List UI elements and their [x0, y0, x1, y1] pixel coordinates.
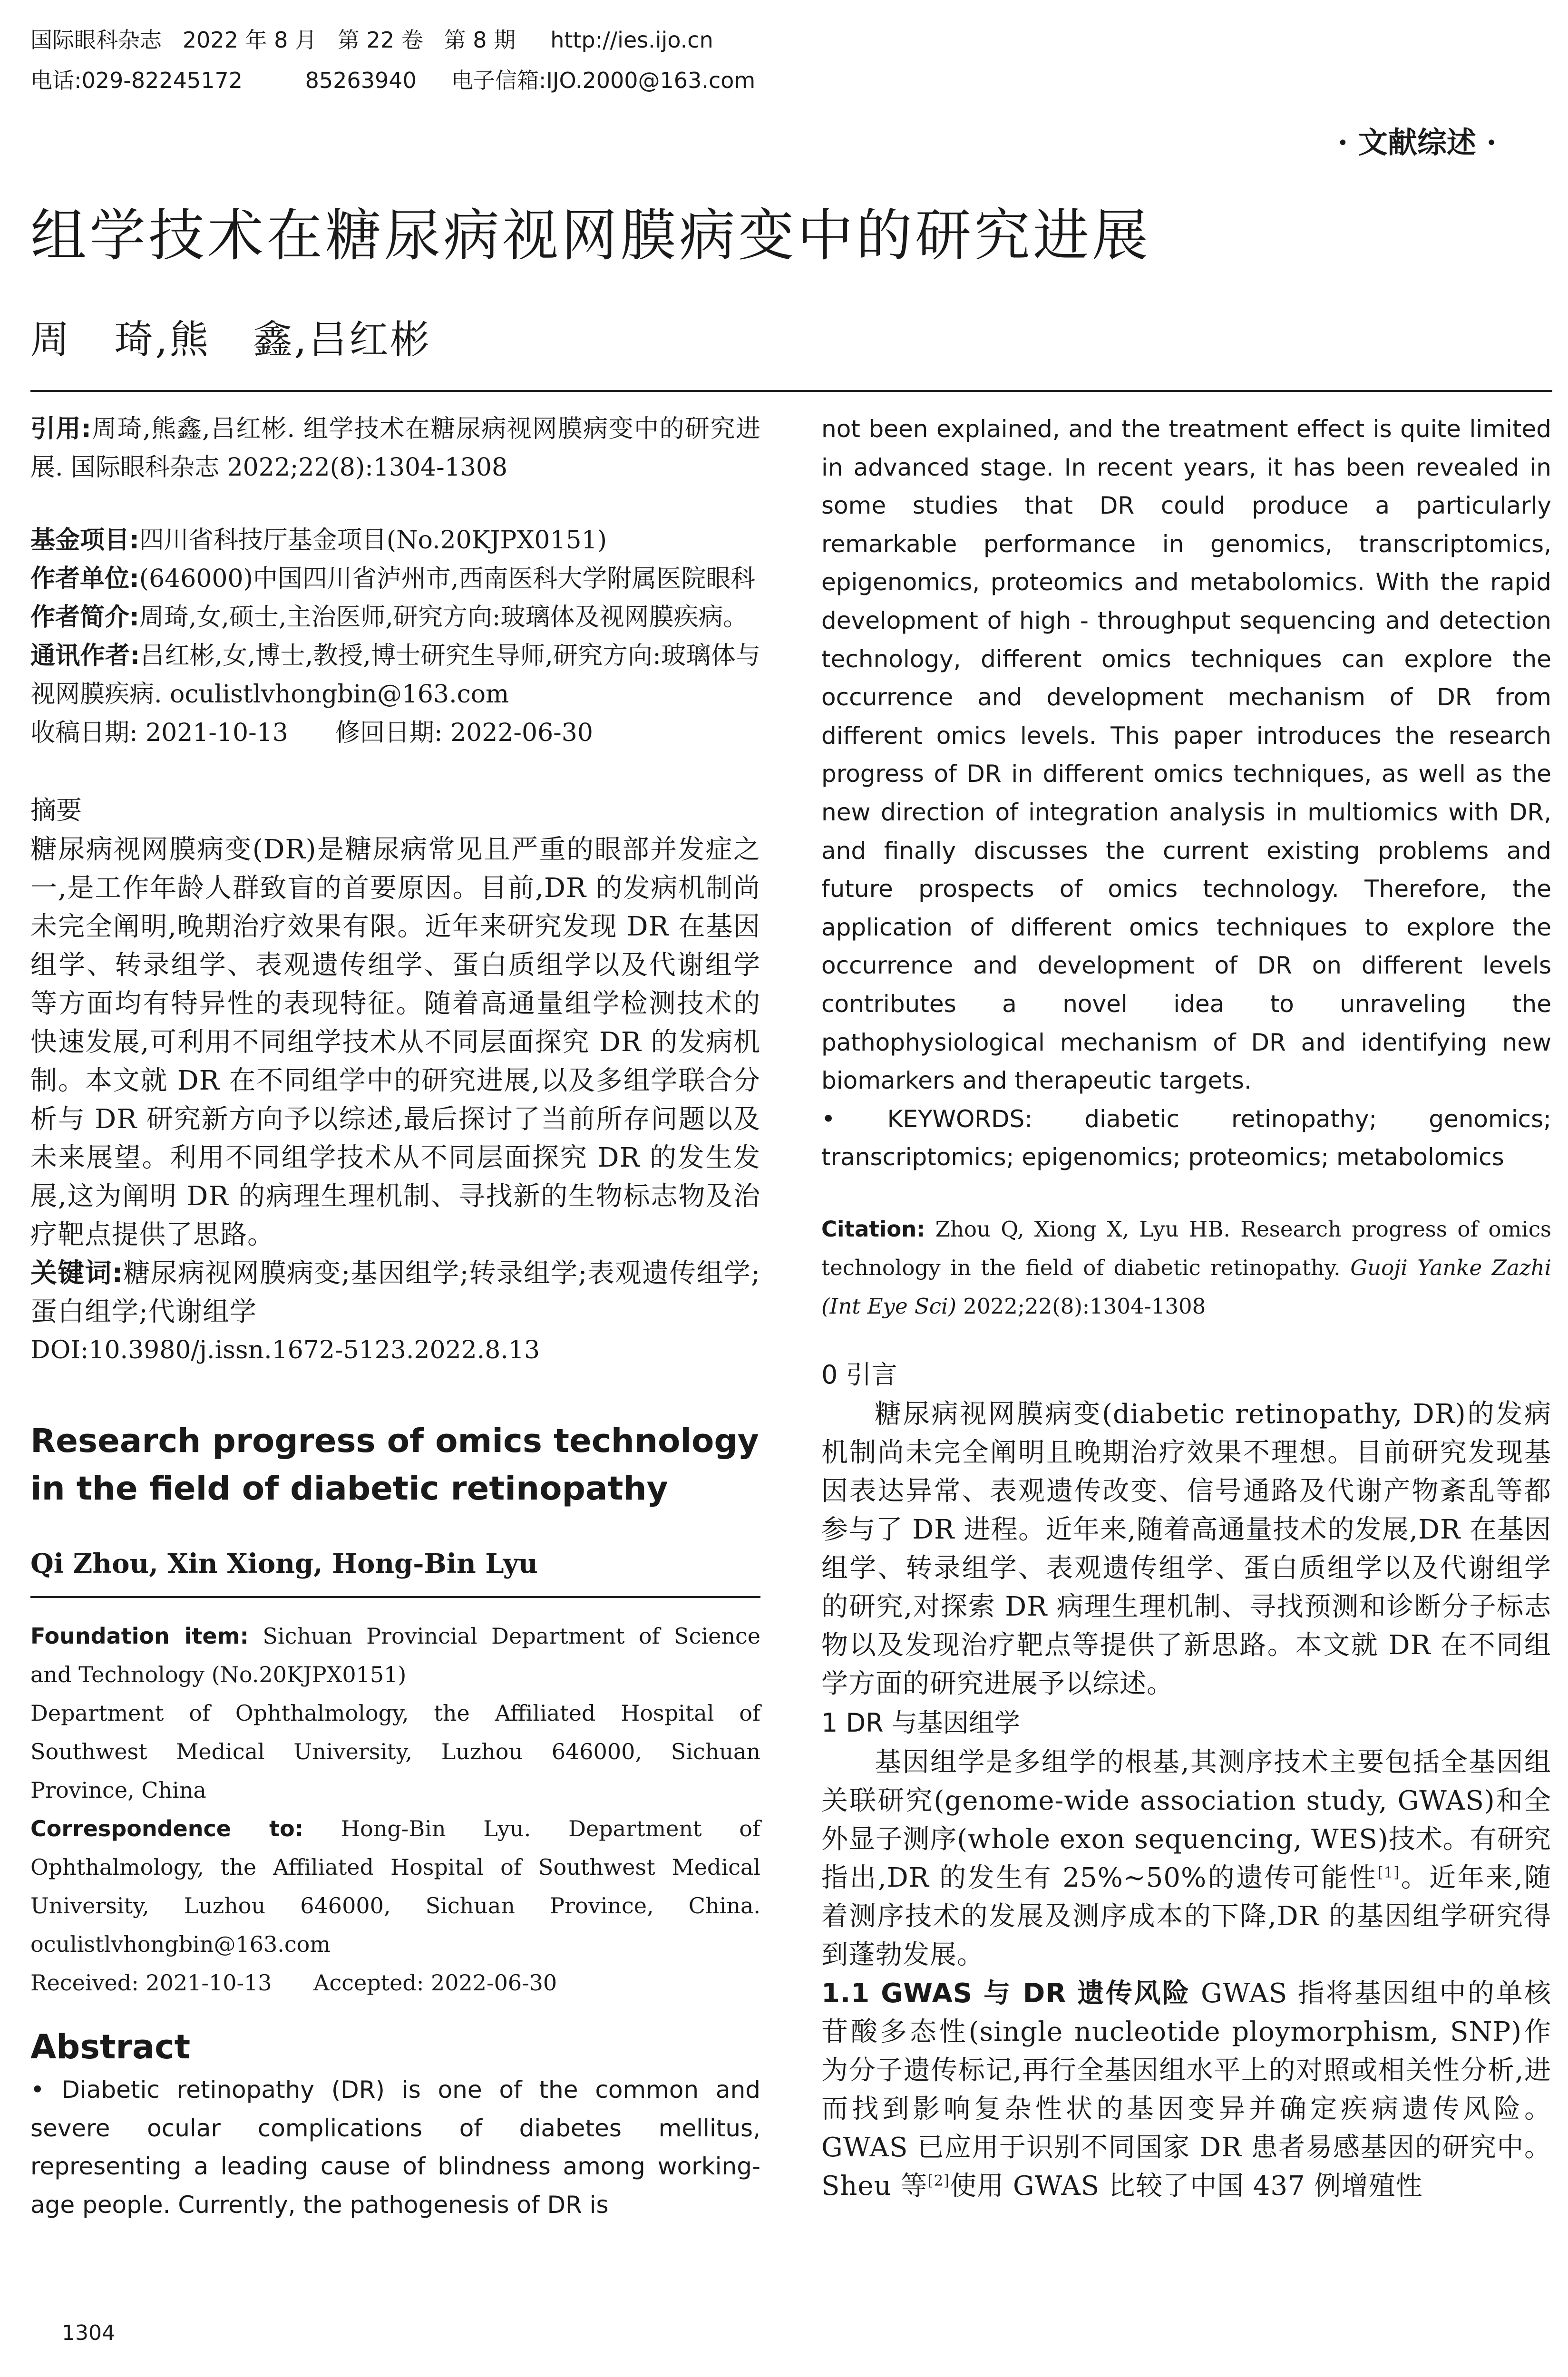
english-title: Research progress of omics technology in the field of diabetic retinopathy	[30, 1422, 759, 1508]
foundation-item: Foundation item: Sichuan Provincial Department of Science and Technology (No.20KJPX0151)	[30, 1623, 760, 1687]
citation-en: Citation: Zhou Q, Xiong X, Lyu HB. Research progress of omics technology in the field of diabetic retinopathy. Guoji Yanke Zazhi (Int Eye Sci) 2022;22(8):1304-1308	[821, 1216, 1551, 1319]
section-0-text: 糖尿病视网膜病变(diabetic retinopathy, DR)的发病机制尚未完全阐明且晚期治疗效果不理想。目前研究发现基因表达异常、表观遗传改变、信号通路及代谢产物紊乱等都参与了 DR 进程。近年来,随着高通量技术的发展,DR 在基因组学、转录组学、表观遗传组学、蛋白质组学以及代谢组学的研究,对探索 DR 病理生理机制、寻找预测和诊断分子标志物以及发现治疗靶点等提供了新思路。本文就 DR 在不同组学方面的研究进展予以综述。	[821, 1398, 1551, 1699]
bio-cn: 作者简介:周琦,女,硕士,主治医师,研究方向:玻璃体及视网膜疾病。	[30, 603, 748, 632]
english-authors: Qi Zhou, Xin Xiong, Hong-Bin Lyu	[30, 1548, 538, 1579]
reference-2[interactable]: [2]	[927, 2172, 950, 2190]
right-column	[821, 410, 1551, 2205]
abstract-heading-en: Abstract	[30, 2027, 191, 2066]
dates-en: Received: 2021-10-13 Accepted: 2022-06-30	[30, 1970, 557, 1996]
authors-chinese: 周 琦,熊 鑫,吕红彬	[30, 317, 431, 362]
dates-cn: 收稿日期: 2021-10-13 修回日期: 2022-06-30	[30, 719, 593, 747]
department-en: Department of Ophthalmology, the Affiliated Hospital of Southwest Medical University, Luzhou 646000, Sichuan Province, China	[30, 1700, 760, 1803]
journal-header-line1: 国际眼科杂志 2022 年 8 月 第 22 卷 第 8 期 http://ies.ijo.cn	[30, 27, 713, 53]
doi: DOI:10.3980/j.issn.1672-5123.2022.8.13	[30, 1336, 540, 1364]
english-authors-divider	[30, 1596, 760, 1598]
unit-cn: 作者单位:(646000)中国四川省泸州市,西南医科大学附属医院眼科	[30, 565, 756, 593]
correspondence-en: Correspondence to: Hong-Bin Lyu. Department of Ophthalmology, the Affiliated Hospital of Southwest Medical University, Luzhou 646000, Sichuan Province, China. oculistlvhongbin@163.com	[30, 1816, 761, 1957]
abstract-text-en-part2: not been explained, and the treatment effect is quite limited in advanced stage. In recent years, it has been revealed in some studies that DR could produce a particularly remarkable performance in genomics, transcriptomics, epigenomics, proteomics and metabolomics. With the rapid development of high - throughput sequencing and detection technology, different omics techniques can explore the occurrence and development mechanism of DR from different omics levels. This paper introduces the research progress of DR in different omics techniques, as well as the new direction of integration analysis in multiomics with DR, and finally discusses the current existing problems and future prospects of omics technology. Therefore, the application of different omics techniques to explore the occurrence and development of DR on different levels contributes a novel idea to unraveling the pathophysiological mechanism of DR and identifying new biomarkers and therapeutic targets.	[821, 415, 1551, 1095]
section-0-heading: 0 引言	[821, 1359, 897, 1390]
fund-cn: 基金项目:四川省科技厅基金项目(No.20KJPX0151)	[30, 526, 607, 555]
section-1-heading: 1 DR 与基因组学	[821, 1707, 1020, 1738]
keywords-en: • KEYWORDS: diabetic retinopathy; genomics; transcriptomics; epigenomics; proteomics; metabolomics	[821, 1105, 1551, 1171]
reference-1[interactable]: [1]	[1377, 1864, 1400, 1881]
abstract-heading-cn: 摘要	[30, 795, 82, 825]
keywords-cn: 关键词:糖尿病视网膜病变;基因组学;转录组学;表观遗传组学;蛋白组学;代谢组学	[30, 1258, 760, 1327]
corresponding-cn: 通讯作者:吕红彬,女,博士,教授,博士研究生导师,研究方向:玻璃体与视网膜疾病. oculistlvhongbin@163.com	[30, 642, 760, 709]
section-1-1-heading: 1.1 GWAS 与 DR 遗传风险	[821, 1978, 1191, 2009]
section-tag: · 文献综述 ·	[1337, 125, 1497, 160]
citation-cn: 引用:周琦,熊鑫,吕红彬. 组学技术在糖尿病视网膜病变中的研究进展. 国际眼科杂志 2022;22(8):1304-1308	[30, 415, 760, 482]
page-number: 1304	[62, 2321, 115, 2345]
abstract-text-en-part1: • Diabetic retinopathy (DR) is one of the common and severe ocular complications of diabetes mellitus, representing a leading cause of blindness among working-age people. Currently, the pathogenesis of DR is	[30, 2076, 760, 2219]
journal-header-line2: 电话:029-82245172 85263940 电子信箱:IJO.2000@163.com	[30, 68, 756, 93]
article-title: 组学技术在糖尿病视网膜病变中的研究进展	[30, 203, 1151, 268]
section-1-1-text: 1.1 GWAS 与 DR 遗传风险 GWAS 指将基因组中的单核苷酸多态性(single nucleotide ploymorphism, SNP)作为分子遗传标记,再行全基因组水平上的对照或相关性分析,进而找到影响复杂性状的基因变异并确定疾病遗传风险。GWAS 已应用于识别不同国家 DR 患者易感基因的研究中。Sheu 等[2]使用 GWAS 比较了中国 437 例增殖性	[821, 1978, 1551, 2202]
left-column	[30, 410, 760, 2224]
abstract-text-cn: 糖尿病视网膜病变(DR)是糖尿病常见且严重的眼部并发症之一,是工作年龄人群致盲的首要原因。目前,DR 的发病机制尚未完全阐明,晚期治疗效果有限。近年来研究发现 DR 在基因组学、转录组学、表观遗传组学、蛋白质组学以及代谢组学等方面均有特异性的表现特征。随着高通量组学检测技术的快速发展,可利用不同组学技术从不同层面探究 DR 的发病机制。本文就 DR 在不同组学中的研究进展,以及多组学联合分析与 DR 研究新方向予以综述,最后探讨了当前所存问题以及未来展望。利用不同组学技术从不同层面探究 DR 的发生发展,这为阐明 DR 的病理生理机制、寻找新的生物标志物及治疗靶点提供了思路。	[30, 834, 760, 1250]
section-1-text: 基因组学是多组学的根基,其测序技术主要包括全基因组关联研究(genome-wide association study, GWAS)和全外显子测序(whole exon sequencing, WES)技术。有研究指出,DR 的发生有 25%~50%的遗传可能性[1]。近年来,随着测序技术的发展及测序成本的下降,DR 的基因组学研究得到蓬勃发展。	[821, 1746, 1551, 1970]
title-divider	[30, 390, 1552, 392]
